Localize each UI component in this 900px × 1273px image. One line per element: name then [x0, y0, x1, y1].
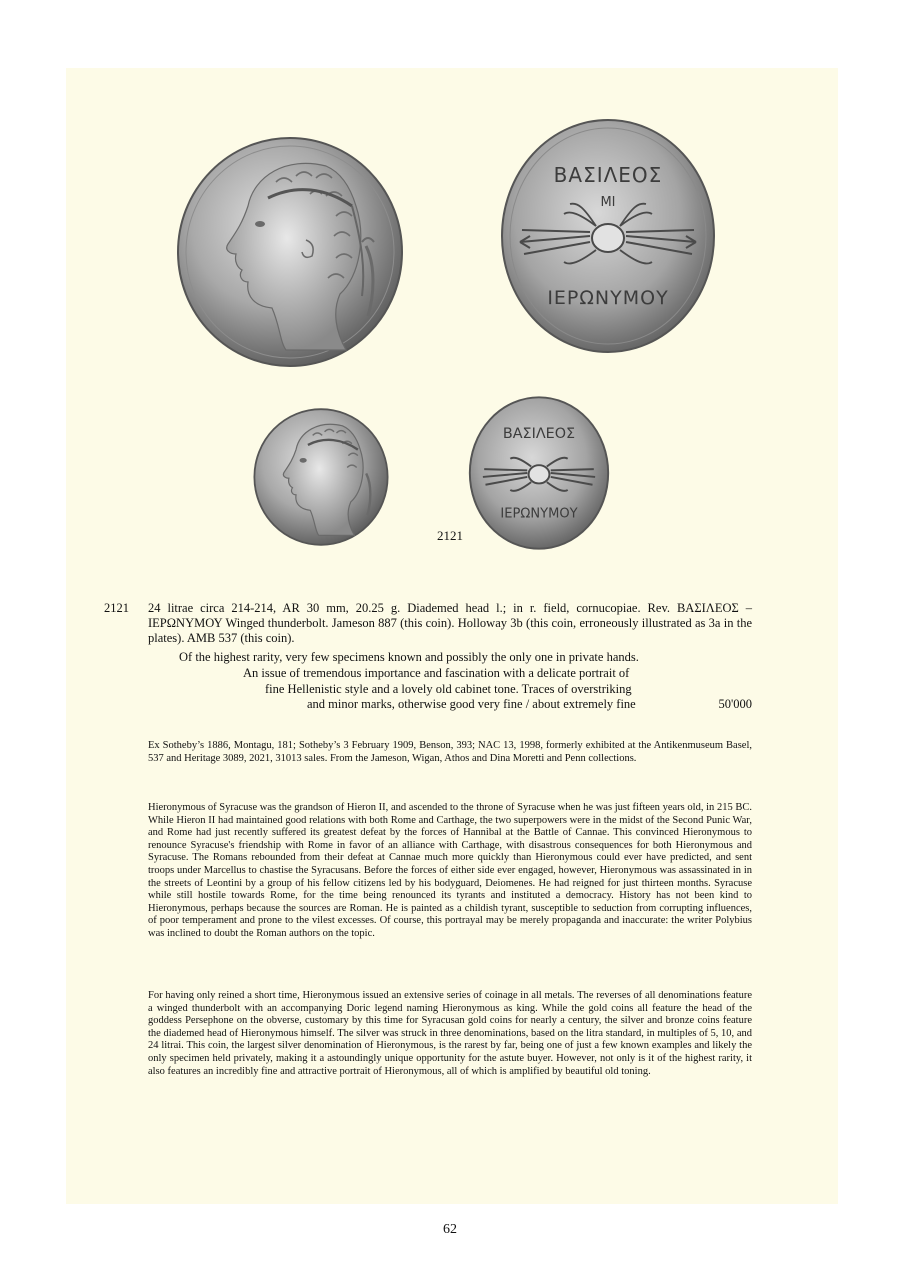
history-paragraph: Hieronymous of Syracuse was the grandson of Hieron II, and ascended to the throne of Syracuse when he was just fifteen years old, in 215 BC. While Hieron II had maintained good relations with both Rome and Carthage, the two superpowers were in the midst of the Second Punic War, and Rome had just recently suffered its greatest defeat by the forces of Hannibal at the Battle of Cannae. This convinced Hieronymous to renounce Syracuse's friendship with Rome in favor of an alliance with Carthage, with disastrous consequences for both Hieronymous and Syracuse. The Romans rebounded from their defeat at Cannae much more quickly than Hieronymous could ever have predicted, and sent troops under Marcellus to chastise the Syracusans. Before the forces of either side ever engaged, however, Hieronymous was assassinated in in the streets of Leontini by a group of his fellow citizens led by his bodyguard, Deiomenes. He had reigned for just thirteen months. Syracuse while still hostile towards Rome, for the time being renounced its tyrants and instituted a democracy. History has not been kind to Hieronymous, perhaps because the sources are Roman. He is painted as a childish tyrant, susceptible to seduction from corrupting influences, of poor temperament and prone to the vilest excesses. Of course, this portrayal may be merely propaganda and inaccurate: the writer Polybius was inclined to doubt the Roman authors on the topic.	[148, 802, 752, 939]
coin-obverse-large	[176, 136, 404, 368]
coin-reverse-small	[468, 396, 610, 550]
lot-description: 24 litrae circa 214-214, AR 30 mm, 20.25 g. Diademed head l.; in r. field, cornucopiae. Rev. ΒΑΣΙΛΕΟΣ – ΙΕΡΩΝΥΜΟΥ Winged thunderbolt. Jameson 887 (this coin). Holloway 3b (this coin, erroneously illustrated as 3a in the plates). AMB 537 (this coin).	[148, 601, 752, 645]
page-number: 62	[443, 1222, 457, 1237]
condition-line-4: and minor marks, otherwise good very fine / about extremely fine	[307, 697, 636, 711]
lot-estimate: 50'000	[718, 697, 752, 711]
reverse-legend-top: ΒΑΣΙΛΕΟΣ	[553, 163, 663, 187]
reverse-small-legend-top: ΒΑΣΙΛΕΟΣ	[502, 425, 576, 442]
condition-line-1: Of the highest rarity, very few specimens known and possibly the only one in private hands.	[179, 650, 639, 664]
reverse-legend-mid: ΜΙ	[600, 195, 616, 210]
coin-obverse-small	[252, 408, 390, 546]
coin-reverse-large	[500, 118, 716, 354]
reverse-small-legend-bottom: ΙΕΡΩΝΥΜΟΥ	[500, 506, 578, 522]
lot-number: 2121	[104, 601, 129, 615]
condition-line-2: An issue of tremendous importance and fascination with a delicate portrait of	[243, 666, 630, 680]
provenance: Ex Sotheby’s 1886, Montagu, 181; Sotheby’s 3 February 1909, Benson, 393; NAC 13, 1998, formerly exhibited at the Antikenmuseum Basel, 537 and Heritage 3089, 2021, 31013 sales. From the Jameson, Wigan, Athos and Dina Moretti and Penn collections.	[148, 740, 752, 764]
plate-lot-label: 2121	[437, 528, 463, 543]
coinage-paragraph: For having only reined a short time, Hieronymous issued an extensive series of coinage in all metals. The reverses of all denominations feature a winged thunderbolt with an accompanying Doric legend naming Hieronymous as king. While the gold coins all feature the head of the goddess Persephone on the obverse, customary by this time for Syracusan gold coins for nearly a century, the silver and bronze coins feature the diademed head of Hieronymous himself. The silver was struck in three denominations, based on the litra standard, in multiples of 5, 10, and 24 litrai. This coin, the largest silver denomination of Hieronymous, is the rarest by far, being one of just a few known examples and likely the only specimen held privately, making it a astoundingly unique opportunity for the astute buyer. However, not only is it of the highest rarity, it also features an incredibly fine and attractive portrait of Hieronymous, all of which is amplified by beautiful old toning.	[148, 990, 752, 1077]
condition-line-3: fine Hellenistic style and a lovely old cabinet tone. Traces of overstriking	[265, 682, 632, 696]
reverse-legend-bottom: ΙΕΡΩΝΥΜΟΥ	[547, 287, 669, 309]
